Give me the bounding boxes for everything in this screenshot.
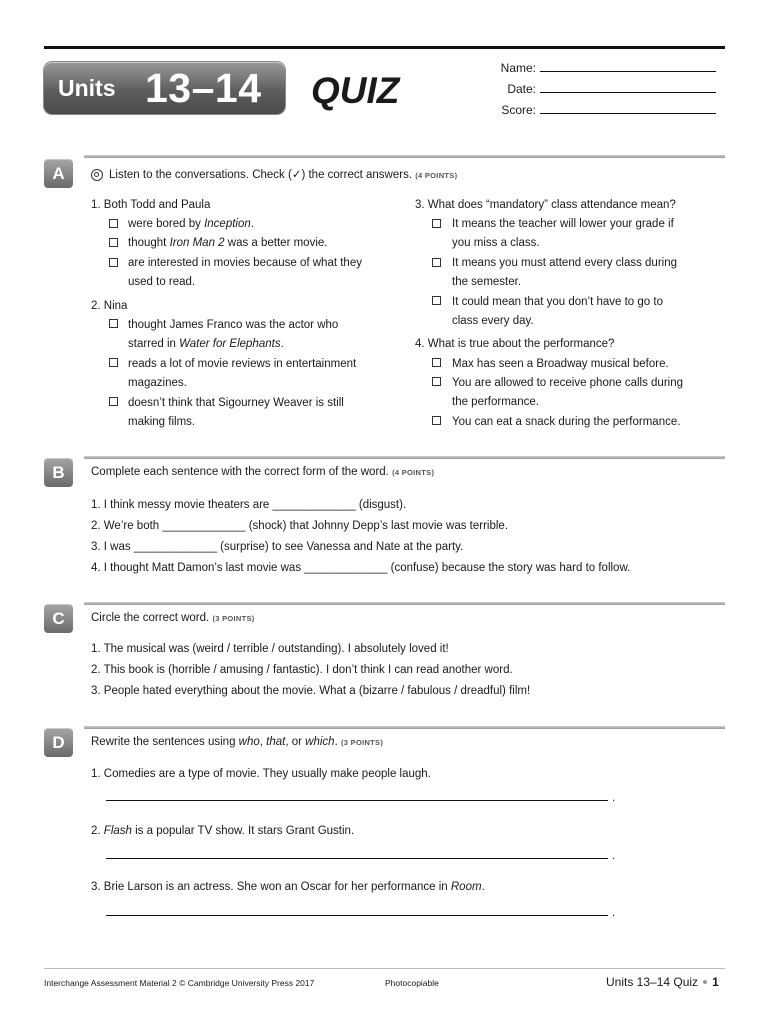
a-q1-option-3-cont: used to read. xyxy=(128,276,196,288)
audio-icon[interactable] xyxy=(91,169,103,181)
score-field[interactable] xyxy=(498,102,716,117)
c-item-3[interactable]: 3. People hated everything about the movie. What a (bizarre / fabulous / dreadful) film! xyxy=(91,685,531,697)
a-q1-option-3: are interested in movies because of what they xyxy=(128,257,362,269)
a-q3-option-3-cont: class every day. xyxy=(452,315,534,327)
section-d-instruction: Rewrite the sentences using who, that, or which. (3 POINTS) xyxy=(91,736,384,748)
a-q2-option-3-cont: making films. xyxy=(128,416,196,428)
a-q4-option-1: Max has seen a Broadway musical before. xyxy=(452,358,669,370)
a-q3-option-1: It means the teacher will lower your grade if xyxy=(452,218,674,230)
a-q4-stem: 4. What is true about the performance? xyxy=(415,338,615,350)
a-q2-option-1-cont: starred in Water for Elephants. xyxy=(128,338,284,350)
b-item-3[interactable]: 3. I was _____________ (surprise) to see Vanessa and Nate at the party. xyxy=(91,541,464,553)
d-answer-period-1: . xyxy=(612,792,616,804)
a-q4-checkbox-2[interactable] xyxy=(432,377,441,386)
a-q1-option-1: were bored by Inception. xyxy=(128,218,254,230)
a-q2-checkbox-3[interactable] xyxy=(109,397,118,406)
quiz-title: QUIZ xyxy=(311,70,400,111)
footer-copyright: Interchange Assessment Material 2 © Cambridge University Press 2017 xyxy=(44,978,315,988)
page-number: 1 xyxy=(712,975,719,989)
a-q4-option-3: You can eat a snack during the performance. xyxy=(452,416,681,428)
a-q2-option-2-cont: magazines. xyxy=(128,377,187,389)
a-q1-checkbox-2[interactable] xyxy=(109,238,118,247)
a-q2-checkbox-2[interactable] xyxy=(109,358,118,367)
section-c-points: (3 POINTS) xyxy=(212,614,255,623)
a-q3-checkbox-2[interactable] xyxy=(432,258,441,267)
a-q3-option-3: It could mean that you don’t have to go to xyxy=(452,296,663,308)
section-c-instruction: Circle the correct word. (3 POINTS) xyxy=(91,612,255,624)
section-b-instruction: Complete each sentence with the correct form of the word. (4 POINTS) xyxy=(91,466,435,478)
b-item-1[interactable]: 1. I think messy movie theaters are _____________ (disgust). xyxy=(91,499,407,511)
d-answer-period-3: . xyxy=(612,907,616,919)
section-d-rule xyxy=(84,726,725,729)
date-line[interactable] xyxy=(540,81,716,93)
a-q2-option-1: thought James Franco was the actor who xyxy=(128,319,339,331)
b-item-2[interactable]: 2. We’re both _____________ (shock) that Johnny Depp’s last movie was terrible. xyxy=(91,520,509,532)
a-q1-checkbox-1[interactable] xyxy=(109,219,118,228)
a-q3-checkbox-3[interactable] xyxy=(432,296,441,305)
a-q2-option-3: doesn’t think that Sigourney Weaver is still xyxy=(128,397,344,409)
footer-rule xyxy=(44,968,725,969)
a-q2-stem: 2. Nina xyxy=(91,300,128,312)
section-b-points: (4 POINTS) xyxy=(392,468,435,477)
a-q1-option-2: thought Iron Man 2 was a better movie. xyxy=(128,237,328,249)
a-q3-option-1-cont: you miss a class. xyxy=(452,237,540,249)
a-q2-checkbox-1[interactable] xyxy=(109,319,118,328)
units-word: Units xyxy=(58,75,116,101)
d-item-2: 2. Flash is a popular TV show. It stars Grant Gustin. xyxy=(91,825,355,837)
a-q3-option-2-cont: the semester. xyxy=(452,276,522,288)
section-d-badge: D xyxy=(44,728,73,757)
score-label: Score: xyxy=(501,103,536,117)
d-answer-line-2[interactable] xyxy=(106,858,608,859)
section-a-rule xyxy=(84,155,725,158)
d-item-1: 1. Comedies are a type of movie. They usually make people laugh. xyxy=(91,768,431,780)
date-field[interactable] xyxy=(498,81,716,96)
date-label: Date: xyxy=(507,82,536,96)
d-answer-line-3[interactable] xyxy=(106,915,608,916)
d-answer-line-1[interactable] xyxy=(106,800,608,801)
footer-photocopiable: Photocopiable xyxy=(385,978,439,988)
footer-page-label: Units 13–14 Quiz 1 xyxy=(606,975,719,989)
a-q1-checkbox-3[interactable] xyxy=(109,258,118,267)
d-item-3: 3. Brie Larson is an actress. She won an Oscar for her performance in Room. xyxy=(91,881,485,893)
section-c-rule xyxy=(84,602,725,605)
name-line[interactable] xyxy=(540,60,716,72)
section-a-points: (4 POINTS) xyxy=(415,171,458,180)
a-q3-checkbox-1[interactable] xyxy=(432,219,441,228)
section-b-badge: B xyxy=(44,458,73,487)
section-a-instruction: Listen to the conversations. Check (✓) the correct answers. (4 POINTS) xyxy=(91,167,457,181)
section-c-badge: C xyxy=(44,604,73,633)
c-item-2[interactable]: 2. This book is (horrible / amusing / fantastic). I don’t think I can read another word. xyxy=(91,664,513,676)
d-answer-period-2: . xyxy=(612,850,616,862)
section-d-points: (3 POINTS) xyxy=(340,738,384,747)
score-line[interactable] xyxy=(540,102,716,114)
a-q4-option-2: You are allowed to receive phone calls during xyxy=(452,377,684,389)
name-label: Name: xyxy=(500,61,536,75)
separator-dot-icon xyxy=(703,980,707,984)
a-q3-stem: 3. What does “mandatory” class attendance mean? xyxy=(415,199,676,211)
a-q4-checkbox-1[interactable] xyxy=(432,358,441,367)
a-q2-option-2: reads a lot of movie reviews in entertainment xyxy=(128,358,357,370)
c-item-1[interactable]: 1. The musical was (weird / terrible / outstanding). I absolutely loved it! xyxy=(91,643,449,655)
a-q4-option-2-cont: the performance. xyxy=(452,396,539,408)
a-q3-option-2: It means you must attend every class during xyxy=(452,257,677,269)
section-a-badge: A xyxy=(44,159,73,188)
a-q1-stem: 1. Both Todd and Paula xyxy=(91,199,211,211)
a-q4-checkbox-3[interactable] xyxy=(432,416,441,425)
units-range: 13–14 xyxy=(145,65,262,111)
section-b-rule xyxy=(84,456,725,459)
b-item-4[interactable]: 4. I thought Matt Damon’s last movie was _____________ (confuse) because the story was hard to follow. xyxy=(91,562,631,574)
top-rule xyxy=(44,46,725,49)
name-field[interactable] xyxy=(498,60,716,75)
units-badge xyxy=(44,62,285,114)
